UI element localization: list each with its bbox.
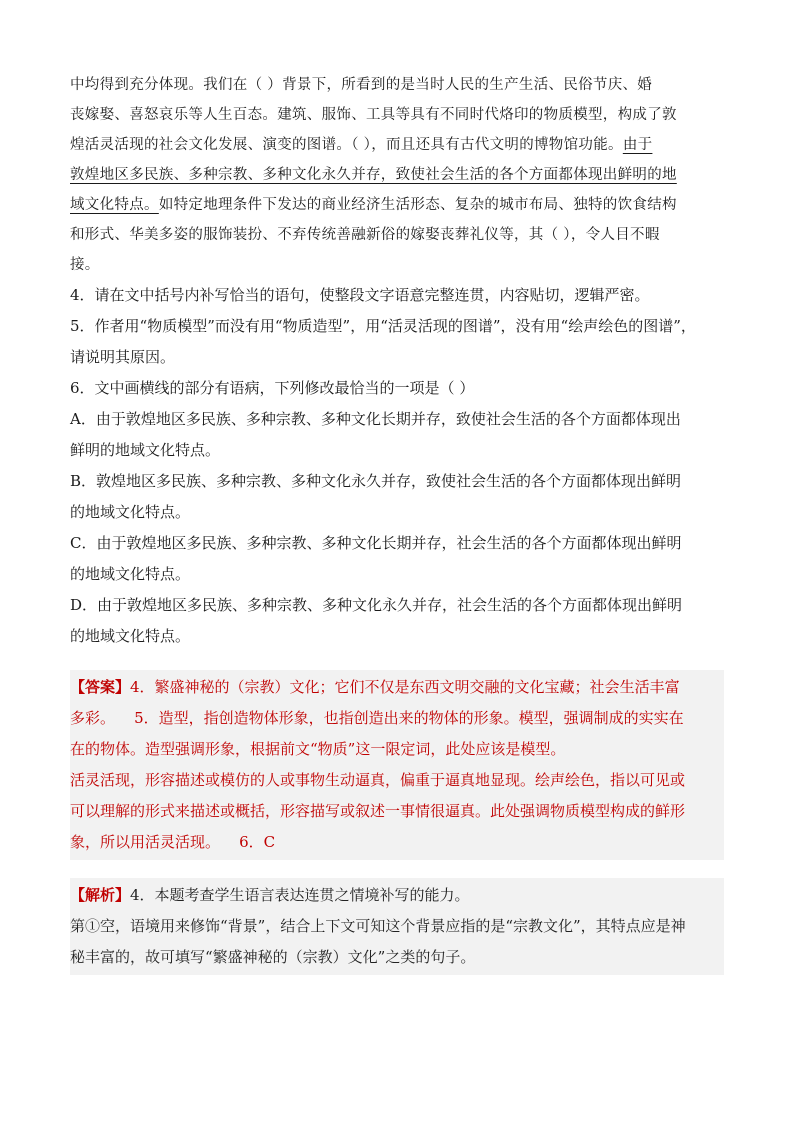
question-5-cont: 请说明其原因。: [70, 348, 176, 366]
analysis-text: 4．本题考查学生语言表达连贯之情境补写的能力。: [130, 886, 470, 904]
passage-line: [70, 220, 724, 250]
option-b: B．敦煌地区多民族、多种宗教、多种文化永久并存，致使社会生活的各个方面都体现出鲜明: [70, 472, 682, 490]
option-a: A．由于敦煌地区多民族、多种宗教、多种文化长期并存，致使社会生活的各个方面都体现出: [70, 410, 681, 428]
option-d: D．由于敦煌地区多民族、多种宗教、多种文化永久并存，社会生活的各个方面都体现出鲜明: [70, 596, 683, 614]
analysis-line: [70, 880, 724, 911]
underlined-text: 域文化特点。: [70, 197, 159, 213]
answer-line: 可以理解的形式来描述或概括，形容描写或叙述一事情很逼真。此处强调物质模型构成的鲜形: [70, 802, 686, 820]
analysis-box: [70, 878, 724, 975]
passage-text: 如特定地理条件下发达的商业经济生活形态、复杂的城市布局、独特的饮食结构: [158, 197, 677, 213]
passage-text: 接。: [70, 257, 100, 273]
option-a-cont: 鲜明的地域文化特点。: [70, 441, 221, 459]
answer-tag: 【答案】: [70, 678, 131, 696]
option-c: C．由于敦煌地区多民族、多种宗教、多种文化长期并存，社会生活的各个方面都体现出鲜明: [70, 534, 682, 552]
question-4: 4．请在文中括号内补写恰当的语句，使整段文字语意完整连贯，内容贴切，逻辑严密。: [70, 286, 650, 304]
analysis-line: 第①空，语境用来修饰“背景”，结合上下文可知这个背景应指的是“宗教文化”，其特点应是神: [70, 917, 686, 935]
question-5: 5．作者用“物质模型”而没有用“物质造型”，用“活灵活现的图谱”，没有用“绘声绘色的图谱”，: [70, 317, 696, 335]
passage-line: [70, 130, 724, 160]
passage-line: [70, 250, 724, 280]
passage-text: 和形式、华美多姿的服饰装扮、不弃传统善融新俗的嫁娶丧葬礼仪等，其（ ），令人目不暇: [70, 227, 660, 243]
passage-line: [70, 70, 724, 100]
passage-line: [70, 190, 724, 220]
questions: [70, 280, 724, 652]
underlined-text: 由于: [622, 137, 653, 153]
analysis-line: 秘丰富的，故可填写“繁盛神秘的（宗教）文化”之类的句子。: [70, 948, 476, 966]
option-b-cont: 的地域文化特点。: [70, 503, 191, 521]
passage: [70, 70, 724, 280]
document-page: [70, 70, 724, 975]
answer-box: [70, 670, 724, 860]
answer-line: 活灵活现，形容描述或模仿的人或事物生动逼真，偏重于逼真地显现。绘声绘色，指以可见或: [70, 771, 686, 789]
answer-line: 在的物体。造型强调形象，根据前文“物质”这一限定词，此处应该是模型。: [70, 740, 566, 758]
analysis-tag: 【解析】: [70, 886, 131, 904]
underlined-text: 敦煌地区多民族、多种宗教、多种文化永久并存，致使社会生活的各个方面都体现出鲜明的地: [70, 167, 677, 183]
passage-text: 煌活灵活现的社会文化发展、演变的图谱。（ ），而且还具有古代文明的博物馆功能。: [70, 137, 623, 153]
option-d-cont: 的地域文化特点。: [70, 627, 191, 645]
option-c-cont: 的地域文化特点。: [70, 565, 191, 583]
answer-line: [70, 672, 724, 703]
passage-line: [70, 160, 724, 190]
question-6: 6．文中画横线的部分有语病，下列修改最恰当的一项是（ ）: [70, 379, 475, 397]
passage-line: [70, 100, 724, 130]
answer-text: 4．繁盛神秘的（宗教）文化；它们不仅是东西文明交融的文化宝藏；社会生活丰富: [130, 678, 680, 696]
answer-line: 象，所以用活灵活现。 6．C: [70, 833, 276, 851]
passage-text: 丧嫁娶、喜怒哀乐等人生百态。建筑、服饰、工具等具有不同时代烙印的物质模型，构成了敦: [70, 107, 677, 123]
answer-line: 多彩。 5．造型，指创造物体形象，也指创造出来的物体的形象。模型，强调制成的实实在: [70, 709, 684, 727]
passage-text: 中均得到充分体现。我们在（ ）背景下，所看到的是当时人民的生产生活、民俗节庆、婚: [70, 77, 653, 93]
